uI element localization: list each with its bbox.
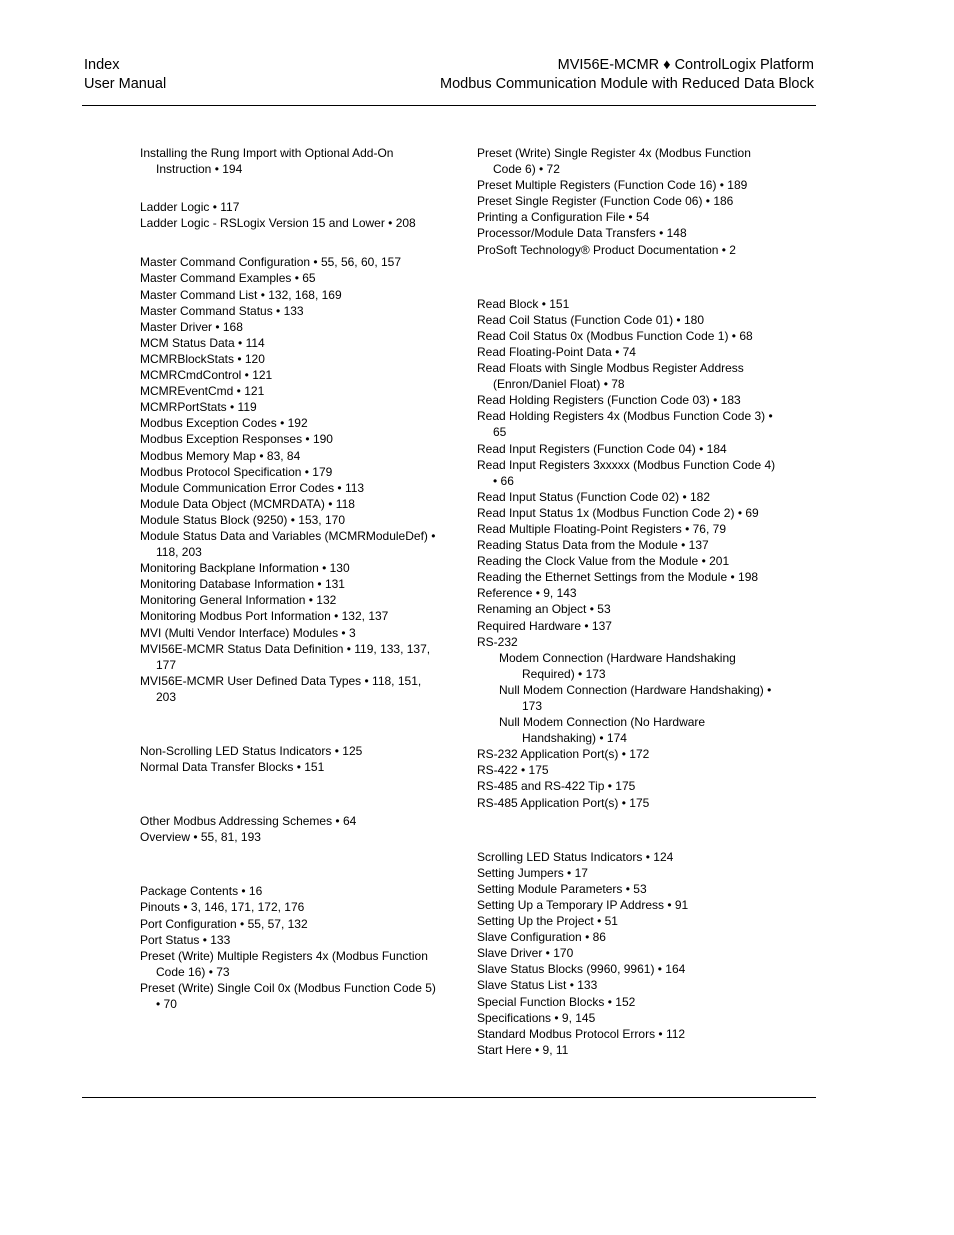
index-entry: MVI56E-MCMR User Defined Data Types • 118, 151, 203	[140, 673, 422, 704]
index-entry: MVI (Multi Vendor Interface) Modules • 3	[140, 625, 356, 640]
index-entry: Normal Data Transfer Blocks • 151	[140, 760, 325, 775]
index-entry: MCM Status Data • 114	[140, 335, 265, 350]
index-entry: Start Here • 9, 11	[477, 1042, 569, 1057]
index-entry: Ladder Logic - RSLogix Version 15 and Lower • 208	[140, 216, 416, 231]
index-entry: Preset (Write) Multiple Registers 4x (Modbus Function Code 16) • 73	[140, 948, 428, 979]
index-entry: Non-Scrolling LED Status Indicators • 125	[140, 744, 363, 758]
index-entry: Port Status • 133	[140, 932, 231, 947]
index-entry: Required Hardware • 137	[477, 618, 612, 633]
manual-type: User Manual	[84, 76, 167, 92]
index-entry: RS-422 • 175	[477, 763, 549, 778]
index-entry: Scrolling LED Status Indicators • 124	[477, 849, 674, 864]
index-group	[477, 145, 777, 258]
index-entry: Reading the Ethernet Settings from the Module • 198	[477, 570, 759, 585]
index-group	[477, 849, 777, 1058]
index-entry: MCMRBlockStats • 120	[140, 351, 265, 366]
index-entry: Master Driver • 168	[140, 319, 243, 334]
index-entry: Read Input Registers (Function Code 04) • 184	[477, 441, 727, 456]
footer-divider	[82, 1097, 816, 1098]
index-column-right	[477, 145, 777, 1058]
index-entry: Slave Driver • 170	[477, 946, 574, 961]
index-entry: Ladder Logic • 117	[140, 200, 240, 215]
index-entry: Standard Modbus Protocol Errors • 112	[477, 1026, 686, 1041]
index-entry: Modbus Memory Map • 83, 84	[140, 448, 301, 463]
index-entry: MCMRPortStats • 119	[140, 400, 257, 415]
index-entry: Preset Multiple Registers (Function Code 16) • 189	[477, 178, 748, 193]
index-subentry: Null Modem Connection (No Hardware Handshaking) • 174	[499, 715, 706, 746]
index-entry: Read Input Status 1x (Modbus Function Code 2) • 69	[477, 505, 759, 520]
index-entry: Read Holding Registers (Function Code 03) • 183	[477, 393, 741, 408]
index-group	[477, 296, 777, 811]
index-entry: MCMREventCmd • 121	[140, 384, 265, 399]
index-entry: Setting Up the Project • 51	[477, 914, 618, 929]
index-entry: Preset Single Register (Function Code 06) • 186	[477, 194, 734, 209]
index-entry: Installing the Rung Import with Optional Add-On Instruction • 194	[140, 146, 394, 177]
index-group	[140, 883, 440, 1012]
index-group	[140, 813, 440, 845]
index-entry: Reading Status Data from the Module • 137	[477, 538, 709, 553]
header-divider	[82, 105, 816, 106]
index-entry: MVI56E-MCMR Status Data Definition • 119, 133, 137, 177	[140, 641, 431, 672]
index-entry: Master Command Configuration • 55, 56, 60, 157	[140, 255, 402, 270]
section-name: Index	[84, 57, 120, 73]
index-group	[140, 743, 440, 775]
index-entry: Read Input Registers 3xxxxx (Modbus Function Code 4) • 66	[477, 457, 776, 488]
index-entry: Monitoring Modbus Port Information • 132, 137	[140, 609, 389, 624]
index-entry: Monitoring General Information • 132	[140, 593, 337, 608]
header-left	[84, 56, 166, 94]
index-entry: Port Configuration • 55, 57, 132	[140, 916, 308, 931]
index-entry: ProSoft Technology® Product Documentation • 2	[477, 242, 736, 257]
index-entry: Module Status Data and Variables (MCMRModuleDef) • 118, 203	[140, 528, 436, 560]
index-column-left	[140, 145, 440, 1012]
index-entry: Master Command Status • 133	[140, 303, 304, 318]
index-entry: Printing a Configuration File • 54	[477, 210, 650, 225]
index-entry: Read Coil Status (Function Code 01) • 180	[477, 312, 704, 327]
index-entry: Master Command List • 132, 168, 169	[140, 287, 342, 302]
index-entry: Setting Up a Temporary IP Address • 91	[477, 897, 689, 912]
index-entry: Specifications • 9, 145	[477, 1010, 596, 1025]
index-entry: Monitoring Backplane Information • 130	[140, 561, 350, 576]
index-entry: RS-485 and RS-422 Tip • 175	[477, 779, 636, 794]
index-group	[140, 199, 440, 231]
index-entry: Module Communication Error Codes • 113	[140, 480, 365, 495]
index-entry: Read Floating-Point Data • 74	[477, 344, 636, 359]
index-entry: Preset (Write) Single Register 4x (Modbus Function Code 6) • 72	[477, 146, 751, 177]
index-subentry: Null Modem Connection (Hardware Handshaking) • 173	[499, 682, 772, 713]
index-entry: Setting Jumpers • 17	[477, 865, 588, 880]
index-entry: Modbus Protocol Specification • 179	[140, 464, 333, 479]
index-entry: RS-485 Application Port(s) • 175	[477, 795, 650, 810]
header-right	[440, 56, 814, 94]
index-entry: Monitoring Database Information • 131	[140, 577, 345, 592]
product-title: MVI56E-MCMR ♦ ControlLogix Platform	[557, 57, 814, 73]
product-subtitle: Modbus Communication Module with Reduced Data Block	[440, 76, 814, 92]
index-entry: Overview • 55, 81, 193	[140, 830, 261, 845]
index-entry: Master Command Examples • 65	[140, 271, 316, 286]
index-entry: Processor/Module Data Transfers • 148	[477, 226, 687, 241]
index-entry: Slave Status List • 133	[477, 978, 598, 993]
index-entry: Pinouts • 3, 146, 171, 172, 176	[140, 900, 305, 915]
index-group	[140, 145, 440, 177]
index-entry: Read Input Status (Function Code 02) • 182	[477, 489, 711, 504]
index-subentry: Modem Connection (Hardware Handshaking Required) • 173	[499, 650, 736, 681]
index-entry: MCMRCmdControl • 121	[140, 368, 273, 383]
index-entry: Slave Configuration • 86	[477, 930, 606, 945]
index-entry: Preset (Write) Single Coil 0x (Modbus Function Code 5) • 70	[140, 980, 436, 1012]
index-entry: Read Block • 151	[477, 296, 570, 311]
index-entry: Module Status Block (9250) • 153, 170	[140, 512, 345, 527]
index-entry: Slave Status Blocks (9960, 9961) • 164	[477, 962, 686, 977]
index-entry: RS-232	[477, 634, 518, 649]
index-entry: RS-232 Application Port(s) • 172	[477, 747, 650, 762]
index-entry: Read Holding Registers 4x (Modbus Function Code 3) • 65	[477, 409, 773, 440]
index-entry: Other Modbus Addressing Schemes • 64	[140, 814, 357, 829]
index-entry: Module Data Object (MCMRDATA) • 118	[140, 496, 355, 511]
index-entry: Special Function Blocks • 152	[477, 994, 636, 1009]
index-entry: Setting Module Parameters • 53	[477, 881, 647, 896]
index-entry: Read Coil Status 0x (Modbus Function Code 1) • 68	[477, 328, 753, 343]
index-entry: Read Multiple Floating-Point Registers • 76, 79	[477, 521, 726, 536]
index-entry: Package Contents • 16	[140, 884, 263, 899]
index-group	[140, 254, 440, 705]
index-entry: Read Floats with Single Modbus Register Address (Enron/Daniel Float) • 78	[477, 361, 744, 392]
index-entry: Reading the Clock Value from the Module • 201	[477, 554, 730, 569]
index-entry: Renaming an Object • 53	[477, 602, 611, 617]
index-entry: Reference • 9, 143	[477, 586, 577, 601]
index-entry: Modbus Exception Codes • 192	[140, 416, 308, 431]
index-entry: Modbus Exception Responses • 190	[140, 432, 333, 447]
